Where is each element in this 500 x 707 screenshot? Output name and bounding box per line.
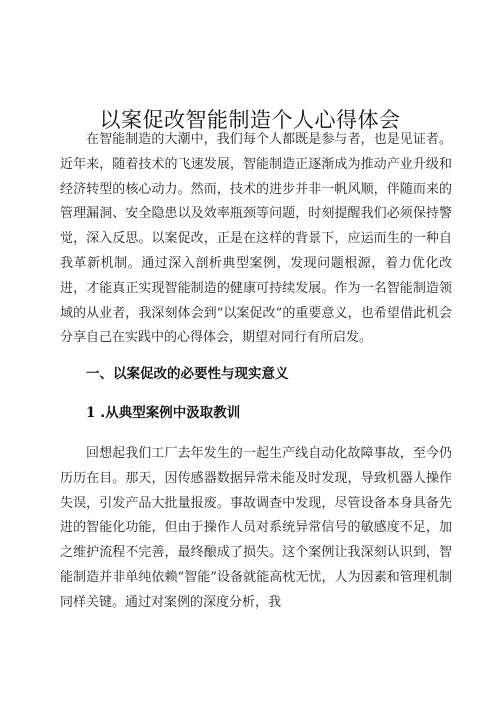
intro-paragraph: 在智能制造的大潮中，我们每个人都既是参与者，也是见证者。近年来，随着技术的飞速发展，智能制造正逐渐成为推动产业升级和经济转型的核心动力。然而，技术的进步并非一帆风顺，伴随而来的管理漏洞、安全隐患以及效率瓶颈等问题，时刻提醒我们必须保持警觉，深入反思。以案促改，正是在这样的背景下，应运而生的一种自我革新机制。通过深入剖析典型案例，发现问题根源，着力优化改进，才能真正实现智能制造的健康可持续发展。作为一名智能制造领域的从业者，我深刻体会到“以案促改”的重要意义，也希望借此机会分享自己在实践中的心得体会，期望对同行有所启发。 (60, 132, 452, 346)
subsection-number: 1 (86, 405, 96, 421)
subsection-heading (86, 401, 240, 421)
section-heading: 一、以案促改的必要性与现实意义 (86, 366, 289, 382)
subsection-title: .从典型案例中汲取教训 (100, 405, 241, 421)
body-paragraph: 回想起我们工厂去年发生的一起生产线自动化故障事故，至今仍历历在目。那天，因传感器数据异常未能及时发现，导致机器人操作失误，引发产品大批量报废。事故调查中发现，尽管设备本身具备先进的智能化功能，但由于操作人员对系统异常信号的敏感度不足，加之维护流程不完善，最终酿成了损失。这个案例让我深刻认识到，智能制造并非单纯依赖“智能”设备就能高枕无忧，人为因素和管理机制同样关键。通过对案例的深度分析，我 (60, 446, 452, 610)
document-title: 以案促改智能制造个人心得体会 (99, 108, 401, 133)
